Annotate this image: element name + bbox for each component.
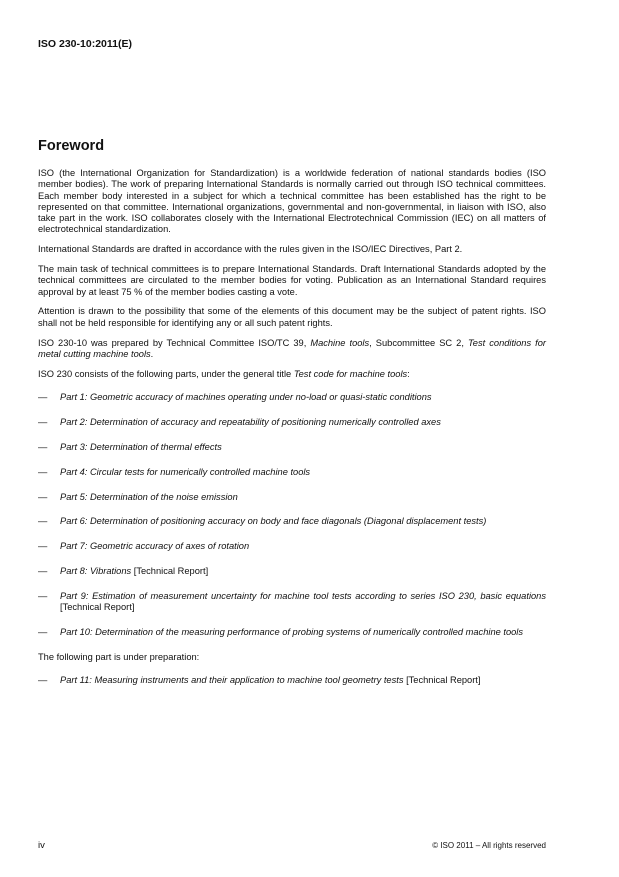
paragraph-committee-task: The main task of technical committees is to prepare International Standards. Draft International Standards adopted by the technical committees are circulated to the member bodies for voting. Publication as an International Standard requires approval by at least 75 % of the member bodies casting a vote. [38,264,546,297]
page-number: iv [38,840,45,851]
prep-parts-list [38,675,546,686]
list-item: — Part 4: Circular tests for numerically controlled machine tools [38,466,311,477]
document-id-header: ISO 230-10:2011(E) [38,38,132,50]
paragraph-directives: International Standards are drafted in accordance with the rules given in the ISO/IEC Directives, Part 2. [38,244,463,255]
list-item: — Part 6: Determination of positioning accuracy on body and face diagonals (Diagonal displacement tests) [38,516,487,527]
list-item: — Part 5: Determination of the noise emission [38,491,238,502]
list-item: — Part 2: Determination of accuracy and repeatability of positioning numerically controlled axes [38,416,441,427]
paragraph-iso-intro: ISO (the International Organization for Standardization) is a worldwide federation of national standards bodies (ISO member bodies). The work of preparing International Standards is normally carried out through ISO technical committees. Each member body interested in a subject for which a technical committee has been established has the right to be represented on that committee. International organizations, governmental and non-governmental, in liaison with ISO, also take part in the work. ISO collaborates closely with the International Electrotechnical Commission (IEC) on all matters of electrotechnical standardization. [38,168,546,235]
page-title: Foreword [38,138,105,154]
paragraph-patent-rights: Attention is drawn to the possibility that some of the elements of this document may be the subject of patent rights. ISO shall not be held responsible for identifying any or all such patent rights. [38,306,546,328]
list-item: — Part 11: Measuring instruments and their application to machine tool geometry tests [Technical Report] [38,675,481,686]
parts-list [38,392,546,639]
list-item: — Part 1: Geometric accuracy of machines operating under no-load or quasi-static conditions [38,391,432,402]
list-item: — Part 8: Vibrations [Technical Report] [38,566,209,577]
paragraph-in-preparation: The following part is under preparation: [38,652,200,663]
paragraph-parts-intro: ISO 230 consists of the following parts, under the general title Test code for machine tools: [38,368,410,379]
list-item: — Part 3: Determination of thermal effects [38,441,222,452]
list-item: — Part 9: Estimation of measurement uncertainty for machine tool tests according to series ISO 230, basic equations [Technical Report] [38,591,546,613]
list-item: — Part 10: Determination of the measuring performance of probing systems of numerically controlled machine tools [38,627,524,638]
copyright-notice: © ISO 2011 – All rights reserved [432,841,546,850]
foreword-body [38,168,546,700]
list-item: — Part 7: Geometric accuracy of axes of rotation [38,541,250,552]
paragraph-prepared-by: ISO 230-10 was prepared by Technical Committee ISO/TC 39, Machine tools, Subcommittee SC 2, Test conditions for metal cutting machine tools. [38,337,546,359]
